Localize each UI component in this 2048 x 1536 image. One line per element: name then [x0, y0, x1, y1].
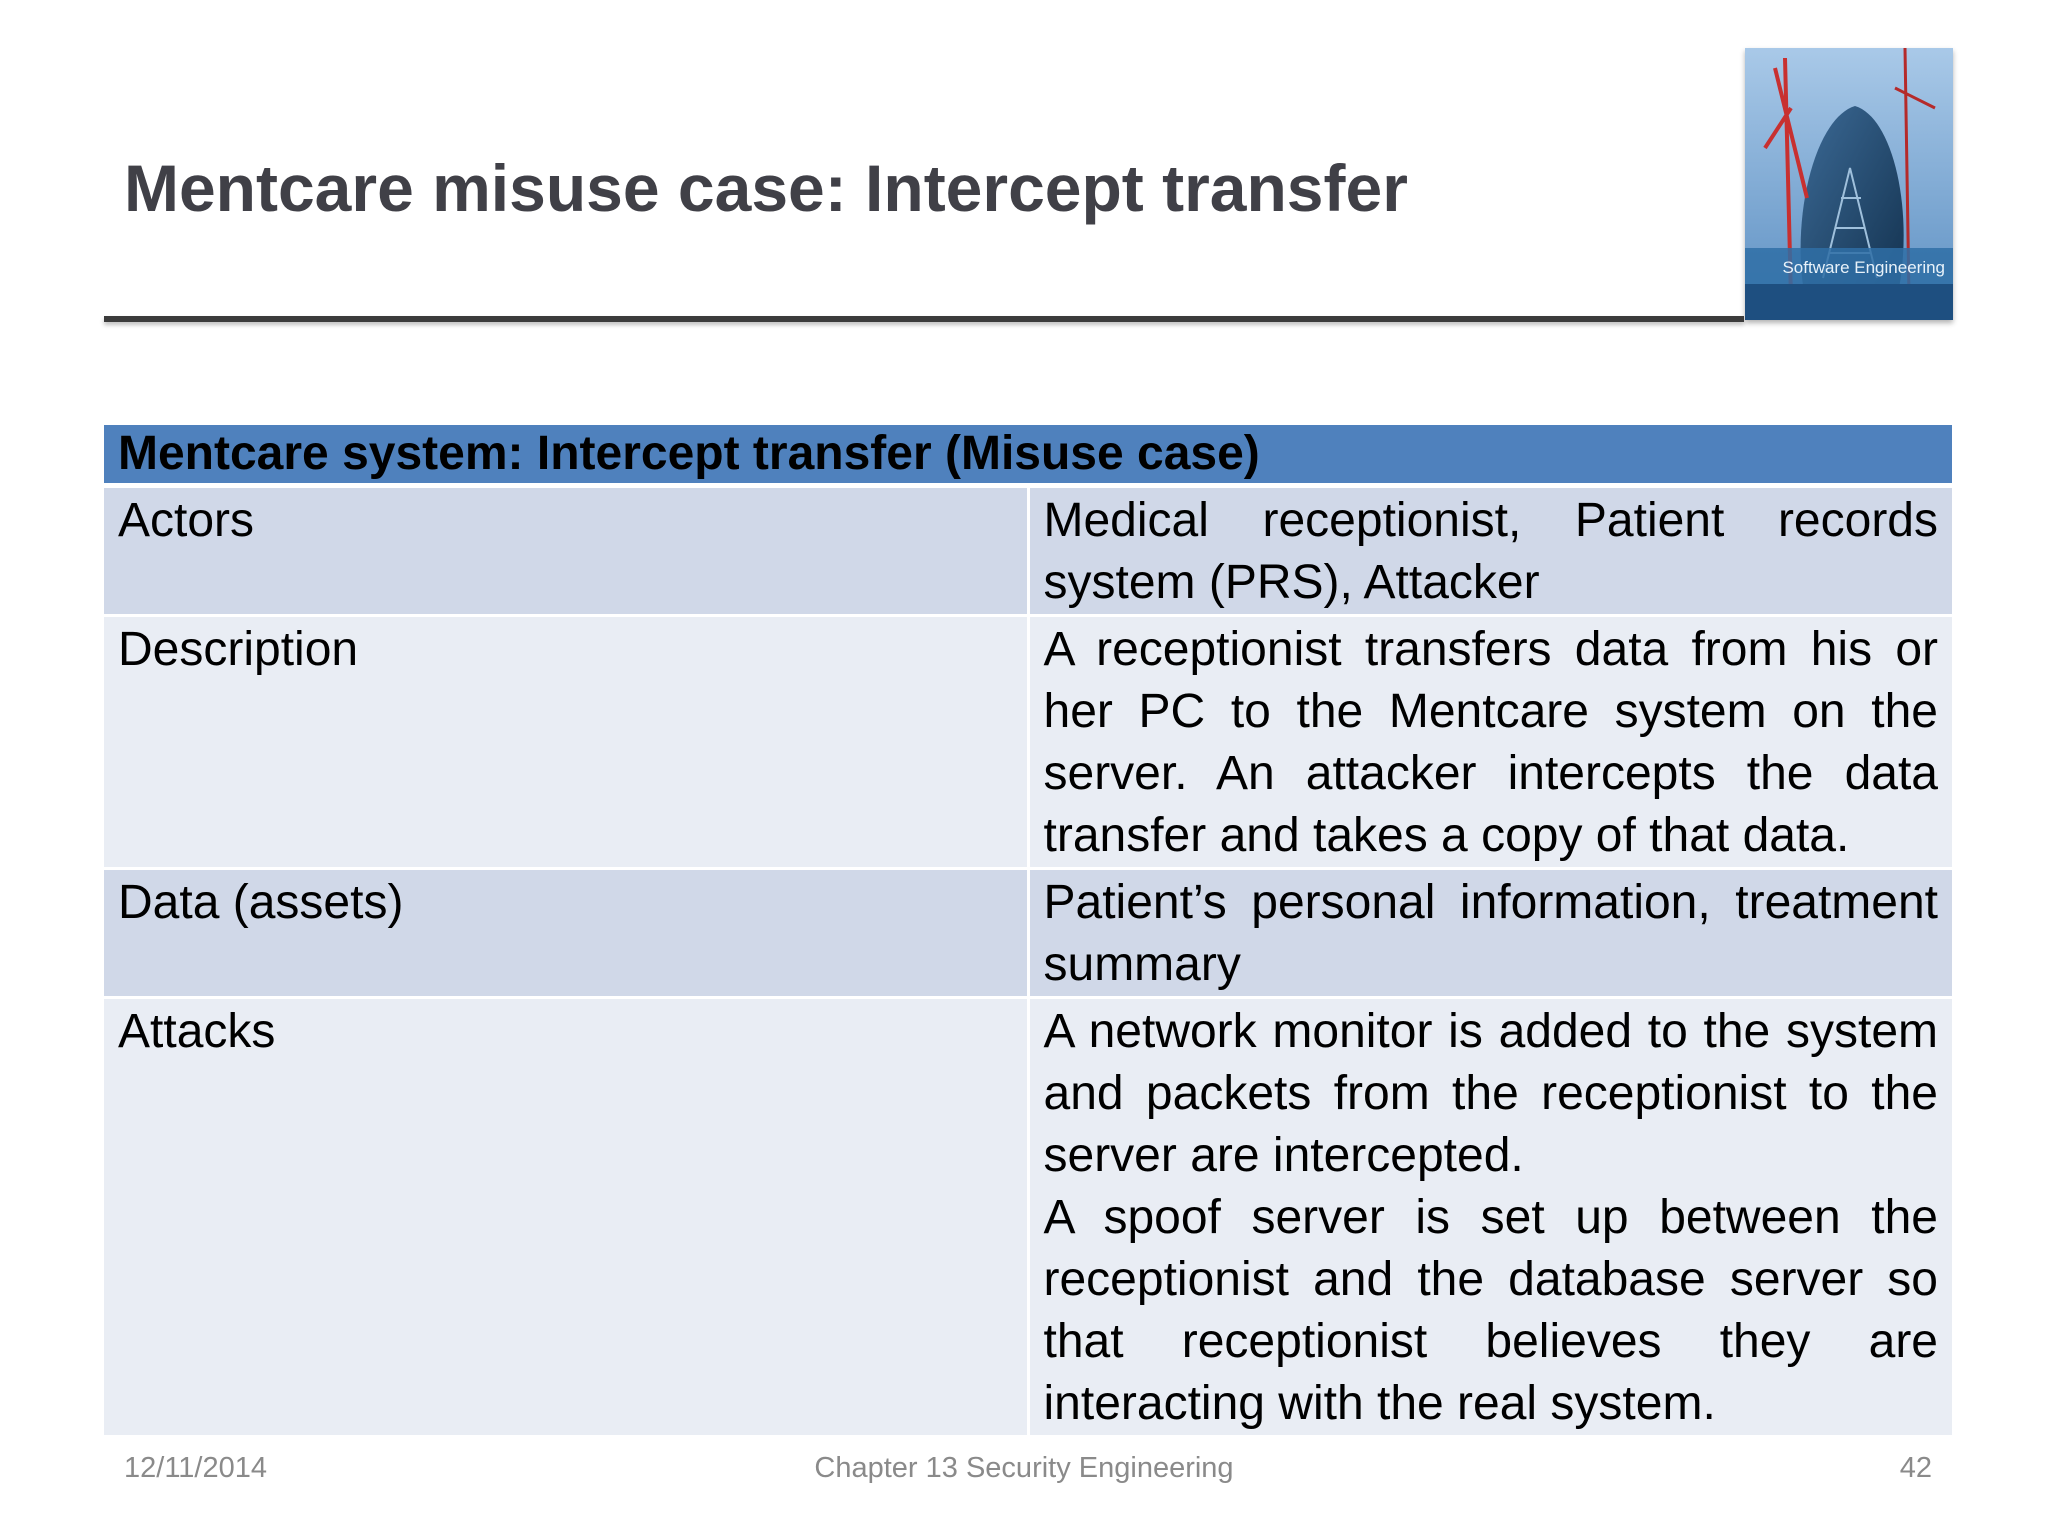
row-value-text: A spoof server is set up between the receptionist and the database server so that receptionist believes they are interacting with the real system.: [1043, 1191, 1938, 1430]
row-label: Description: [104, 616, 1028, 869]
table-row-actors: [104, 486, 1952, 616]
row-value-text: A receptionist transfers data from his or her PC to the Mentcare system on the server. An attacker intercepts the data transfer and takes a copy of that data.: [1043, 623, 1938, 862]
title-divider: [104, 316, 1744, 322]
footer-chapter: Chapter 13 Security Engineering: [814, 1452, 1234, 1484]
table-row-attacks: [104, 998, 1952, 1437]
row-value-text: Patient’s personal information, treatment summary: [1043, 876, 1938, 991]
page-number: 42: [1899, 1452, 1932, 1484]
row-value: [1028, 616, 1952, 869]
row-value-text: A network monitor is added to the system and packets from the receptionist to the server are intercepted.: [1043, 1005, 1938, 1182]
row-label: Data (assets): [104, 869, 1028, 998]
misuse-case-table: [104, 425, 1952, 1438]
cover-brand-text: Software Engineering: [1782, 258, 1945, 277]
row-value: [1028, 998, 1952, 1437]
row-value: [1028, 486, 1952, 616]
table-row-description: [104, 616, 1952, 869]
footer-date: 12/11/2014: [124, 1452, 267, 1484]
row-value-text: Medical receptionist, Patient records system (PRS), Attacker: [1043, 494, 1938, 609]
table-row-data-assets: [104, 869, 1952, 998]
row-label: Actors: [104, 486, 1028, 616]
book-cover-building-icon: [1745, 48, 1953, 320]
row-label: Attacks: [104, 998, 1028, 1437]
slide-title: Mentcare misuse case: Intercept transfer: [124, 151, 1408, 225]
table-header: Mentcare system: Intercept transfer (Misuse case): [104, 425, 1952, 486]
book-cover-image: [1745, 48, 1953, 320]
row-value: [1028, 869, 1952, 998]
